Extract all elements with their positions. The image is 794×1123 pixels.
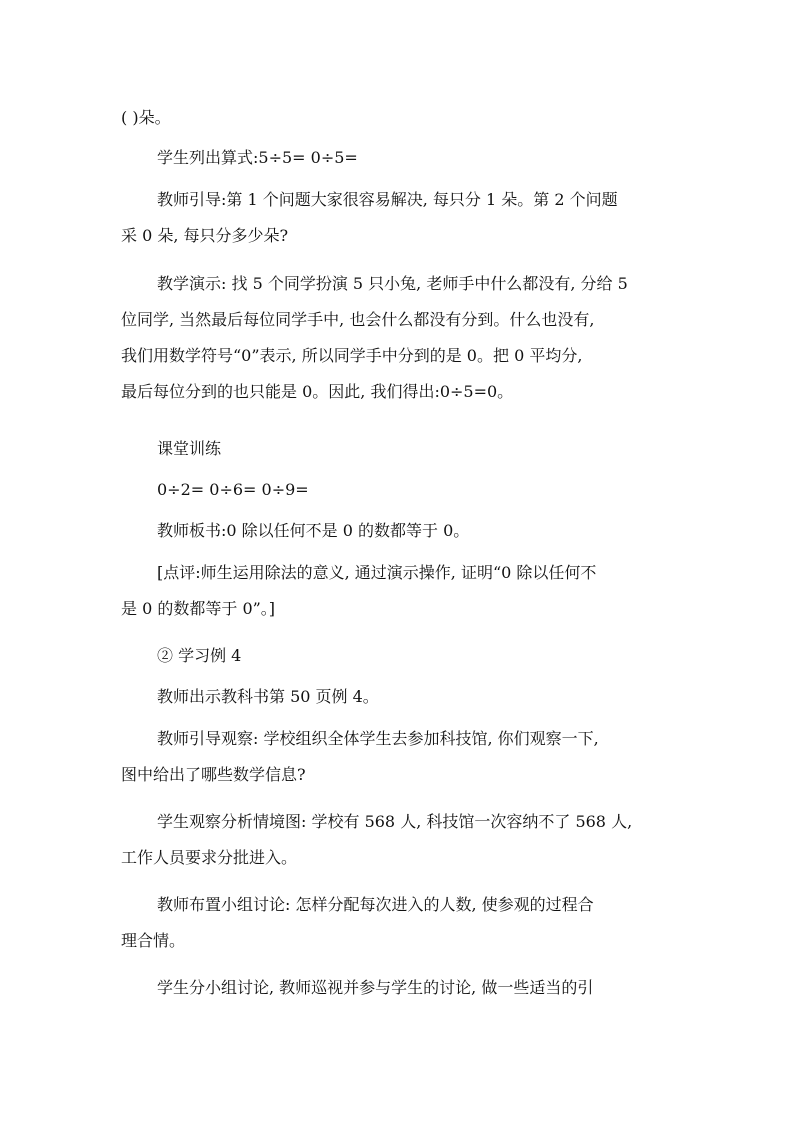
- text-line: 采 0 朵, 每只分多少朵?: [121, 226, 289, 245]
- text-line: 图中给出了哪些数学信息?: [121, 765, 306, 784]
- text-line: 教师板书:0 除以任何不是 0 的数都等于 0。: [157, 521, 470, 540]
- text-line: 教师出示教科书第 50 页例 4。: [157, 687, 379, 706]
- text-line: 最后每位分到的也只能是 0。因此, 我们得出:0÷5=0。: [121, 382, 514, 401]
- text-line: 学生列出算式:5÷5= 0÷5=: [157, 148, 358, 167]
- text-line: 教师引导:第 1 个问题大家很容易解决, 每只分 1 朵。第 2 个问题: [157, 190, 618, 209]
- text-line: 课堂训练: [157, 439, 222, 458]
- paragraph-student-formula: [121, 140, 717, 176]
- paragraph-teaching-demo: [121, 266, 717, 410]
- text-line: ( )朵。: [121, 108, 171, 127]
- text-line: 学生分小组讨论, 教师巡视并参与学生的讨论, 做一些适当的引: [157, 978, 594, 997]
- paragraph-textbook-example: [121, 679, 717, 715]
- text-line: 教师布置小组讨论: 怎样分配每次进入的人数, 使参观的过程合: [157, 895, 594, 914]
- paragraph-group-discussion: [121, 887, 717, 959]
- text-line: [点评:师生运用除法的意义, 通过演示操作, 证明“0 除以任何不: [157, 563, 597, 582]
- text-line: 工作人员要求分批进入。: [121, 848, 298, 867]
- paragraph-board-writing: [121, 513, 717, 549]
- text-line: 是 0 的数都等于 0”。]: [121, 599, 276, 618]
- text-line: 我们用数学符号“0”表示, 所以同学手中分到的是 0。把 0 平均分,: [121, 346, 583, 365]
- text-line: 理合情。: [121, 931, 186, 950]
- text-line: 位同学, 当然最后每位同学手中, 也会什么都没有分到。什么也没有,: [121, 310, 595, 329]
- paragraph-example4-heading: [121, 638, 717, 674]
- paragraph-guided-observation: [121, 721, 717, 793]
- text-line: 教学演示: 找 5 个同学扮演 5 只小兔, 老师手中什么都没有, 分给 5: [157, 274, 628, 293]
- text-line: 0÷2= 0÷6= 0÷9=: [157, 480, 309, 499]
- text-line: ② 学习例 4: [157, 646, 242, 665]
- paragraph-exercises: [121, 472, 717, 508]
- paragraph-class-training: [121, 431, 717, 467]
- text-line: 教师引导观察: 学校组织全体学生去参加科技馆, 你们观察一下,: [157, 729, 599, 748]
- paragraph-comment: [121, 555, 717, 627]
- text-line: 学生观察分析情境图: 学校有 568 人, 科技馆一次容纳不了 568 人,: [157, 812, 633, 831]
- paragraph-flowers-continued: [121, 100, 681, 136]
- paragraph-teacher-guide: [121, 182, 717, 254]
- paragraph-student-analysis: [121, 804, 717, 876]
- paragraph-student-groups: [121, 970, 717, 1006]
